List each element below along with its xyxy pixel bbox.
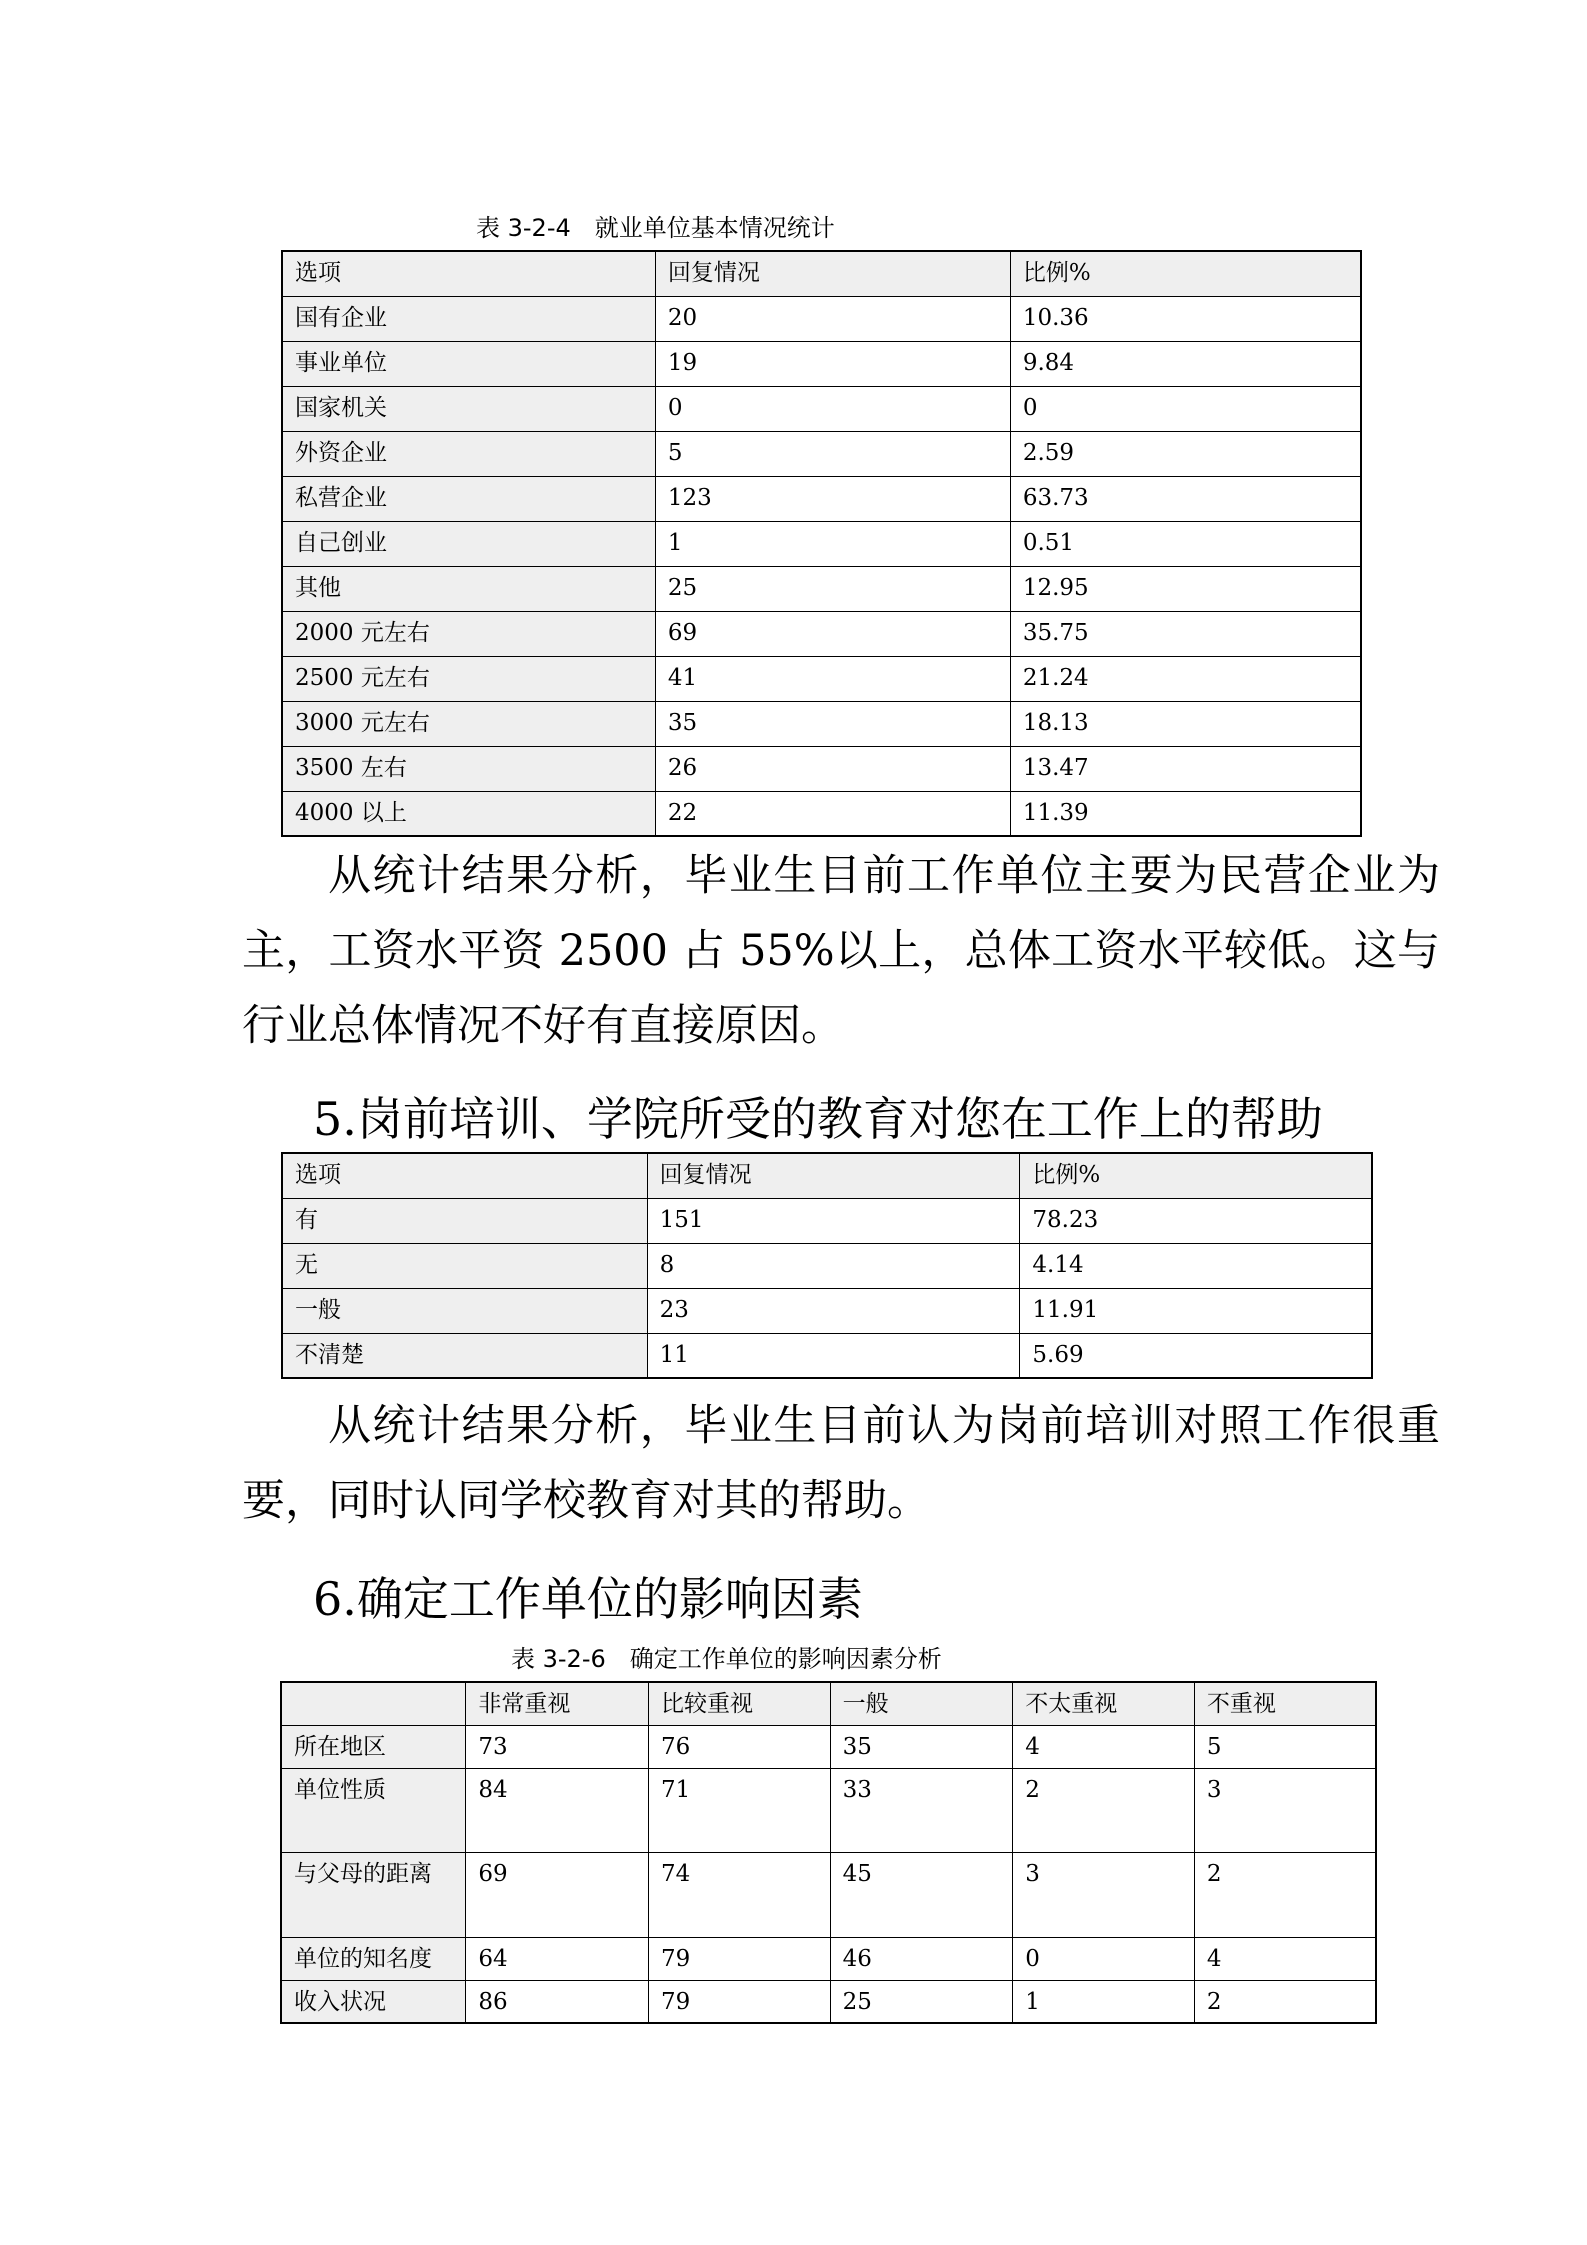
table-cell: 78.23 xyxy=(1020,1198,1372,1243)
table-cell: 其他 xyxy=(282,566,655,611)
table-cell: 5 xyxy=(655,431,1010,476)
table-row xyxy=(282,1333,1372,1378)
table-row xyxy=(281,1852,1376,1937)
table-header-cell: 回复情况 xyxy=(647,1153,1020,1198)
table-cell: 自己创业 xyxy=(282,521,655,566)
table-cell: 22 xyxy=(655,791,1010,836)
table-cell: 2 xyxy=(1194,1980,1376,2023)
table-cell: 单位的知名度 xyxy=(281,1937,466,1980)
table-header-cell: 一般 xyxy=(830,1682,1013,1725)
table-cell: 4000 以上 xyxy=(282,791,655,836)
section-6-heading: 6.确定工作单位的影响因素 xyxy=(313,1572,863,1626)
table-cell: 21.24 xyxy=(1010,656,1361,701)
table-cell: 33 xyxy=(830,1768,1013,1852)
table-cell: 3000 元左右 xyxy=(282,701,655,746)
table-cell: 4 xyxy=(1194,1937,1376,1980)
table-cell: 12.95 xyxy=(1010,566,1361,611)
table-row xyxy=(282,566,1361,611)
table-3-2-4-caption: 表 3-2-4 就业单位基本情况统计 xyxy=(476,214,835,242)
table-cell: 79 xyxy=(649,1980,831,2023)
table-cell: 国有企业 xyxy=(282,296,655,341)
table-header-cell: 非常重视 xyxy=(466,1682,649,1725)
table-header-row xyxy=(281,1682,1376,1725)
table-cell: 5 xyxy=(1194,1725,1376,1768)
table-header-cell: 选项 xyxy=(282,251,655,296)
table-cell: 4 xyxy=(1013,1725,1195,1768)
table-cell: 84 xyxy=(466,1768,649,1852)
table-cell: 3500 左右 xyxy=(282,746,655,791)
table-cell: 9.84 xyxy=(1010,341,1361,386)
table-cell: 79 xyxy=(649,1937,831,1980)
table-cell: 64 xyxy=(466,1937,649,1980)
table-cell: 不清楚 xyxy=(282,1333,647,1378)
table-row xyxy=(282,701,1361,746)
table-cell: 41 xyxy=(655,656,1010,701)
table-cell: 5.69 xyxy=(1020,1333,1372,1378)
table-cell: 3 xyxy=(1194,1768,1376,1852)
table-cell: 0 xyxy=(1010,386,1361,431)
table-cell: 76 xyxy=(649,1725,831,1768)
table-cell: 13.47 xyxy=(1010,746,1361,791)
table-cell: 11 xyxy=(647,1333,1020,1378)
table-cell: 35 xyxy=(830,1725,1013,1768)
table-row xyxy=(282,656,1361,701)
table-cell: 国家机关 xyxy=(282,386,655,431)
table-cell: 71 xyxy=(649,1768,831,1852)
table-cell: 35 xyxy=(655,701,1010,746)
table-cell: 1 xyxy=(655,521,1010,566)
table-header-cell: 回复情况 xyxy=(655,251,1010,296)
table-cell: 一般 xyxy=(282,1288,647,1333)
table-cell: 73 xyxy=(466,1725,649,1768)
table-header-row xyxy=(282,1153,1372,1198)
table-row xyxy=(281,1768,1376,1852)
table-3-2-6-caption: 表 3-2-6 确定工作单位的影响因素分析 xyxy=(511,1645,942,1673)
table-row xyxy=(281,1725,1376,1768)
table-cell: 0 xyxy=(655,386,1010,431)
table-cell: 25 xyxy=(830,1980,1013,2023)
table-cell: 2 xyxy=(1194,1852,1376,1937)
table-cell: 69 xyxy=(466,1852,649,1937)
table-cell: 45 xyxy=(830,1852,1013,1937)
table-cell: 86 xyxy=(466,1980,649,2023)
table-cell: 0.51 xyxy=(1010,521,1361,566)
table-cell: 46 xyxy=(830,1937,1013,1980)
table-3-2-5-training-help xyxy=(281,1152,1373,1379)
table-cell: 2000 元左右 xyxy=(282,611,655,656)
table-header-cell: 比例% xyxy=(1020,1153,1372,1198)
table-cell: 19 xyxy=(655,341,1010,386)
section-5-heading: 5.岗前培训、学院所受的教育对您在工作上的帮助 xyxy=(313,1092,1323,1146)
table-cell: 11.91 xyxy=(1020,1288,1372,1333)
table-header-row xyxy=(282,251,1361,296)
table-cell: 8 xyxy=(647,1243,1020,1288)
table-cell: 4.14 xyxy=(1020,1243,1372,1288)
table-row xyxy=(281,1937,1376,1980)
table-row xyxy=(282,296,1361,341)
table-cell: 事业单位 xyxy=(282,341,655,386)
table-cell: 23 xyxy=(647,1288,1020,1333)
table-cell: 私营企业 xyxy=(282,476,655,521)
table-cell: 2.59 xyxy=(1010,431,1361,476)
table-cell: 2 xyxy=(1013,1768,1195,1852)
table-cell: 收入状况 xyxy=(281,1980,466,2023)
table-cell: 所在地区 xyxy=(281,1725,466,1768)
table-header-cell xyxy=(281,1682,466,1725)
table-row xyxy=(282,1198,1372,1243)
table-cell: 外资企业 xyxy=(282,431,655,476)
analysis-paragraph-2: 从统计结果分析，毕业生目前认为岗前培训对照工作很重要，同时认同学校教育对其的帮助。 xyxy=(242,1401,1440,1526)
table-header-cell: 不太重视 xyxy=(1013,1682,1195,1725)
table-cell: 69 xyxy=(655,611,1010,656)
table-cell: 3 xyxy=(1013,1852,1195,1937)
table-row xyxy=(282,1288,1372,1333)
table-cell: 有 xyxy=(282,1198,647,1243)
table-cell: 123 xyxy=(655,476,1010,521)
table-cell: 10.36 xyxy=(1010,296,1361,341)
table-header-cell: 比例% xyxy=(1010,251,1361,296)
table-row xyxy=(282,521,1361,566)
table-cell: 11.39 xyxy=(1010,791,1361,836)
table-row xyxy=(282,1243,1372,1288)
table-cell: 25 xyxy=(655,566,1010,611)
table-header-cell: 选项 xyxy=(282,1153,647,1198)
table-cell: 18.13 xyxy=(1010,701,1361,746)
table-cell: 63.73 xyxy=(1010,476,1361,521)
table-cell: 35.75 xyxy=(1010,611,1361,656)
table-cell: 无 xyxy=(282,1243,647,1288)
table-cell: 1 xyxy=(1013,1980,1195,2023)
table-row xyxy=(282,746,1361,791)
table-header-cell: 比较重视 xyxy=(649,1682,831,1725)
table-cell: 0 xyxy=(1013,1937,1195,1980)
table-cell: 151 xyxy=(647,1198,1020,1243)
table-cell: 与父母的距离 xyxy=(281,1852,466,1937)
table-row xyxy=(281,1980,1376,2023)
table-cell: 2500 元左右 xyxy=(282,656,655,701)
analysis-paragraph-1: 从统计结果分析，毕业生目前工作单位主要为民营企业为主，工资水平资 2500 占 55%以上，总体工资水平较低。这与行业总体情况不好有直接原因。 xyxy=(242,851,1440,1051)
table-row xyxy=(282,431,1361,476)
table-3-2-6-influence-factors xyxy=(280,1681,1377,2024)
table-header-cell: 不重视 xyxy=(1194,1682,1376,1725)
table-3-2-4-employment-stats xyxy=(281,250,1362,837)
table-row xyxy=(282,341,1361,386)
table-cell: 74 xyxy=(649,1852,831,1937)
table-cell: 20 xyxy=(655,296,1010,341)
table-row xyxy=(282,386,1361,431)
table-cell: 单位性质 xyxy=(281,1768,466,1852)
table-row xyxy=(282,791,1361,836)
table-row xyxy=(282,476,1361,521)
table-cell: 26 xyxy=(655,746,1010,791)
table-row xyxy=(282,611,1361,656)
